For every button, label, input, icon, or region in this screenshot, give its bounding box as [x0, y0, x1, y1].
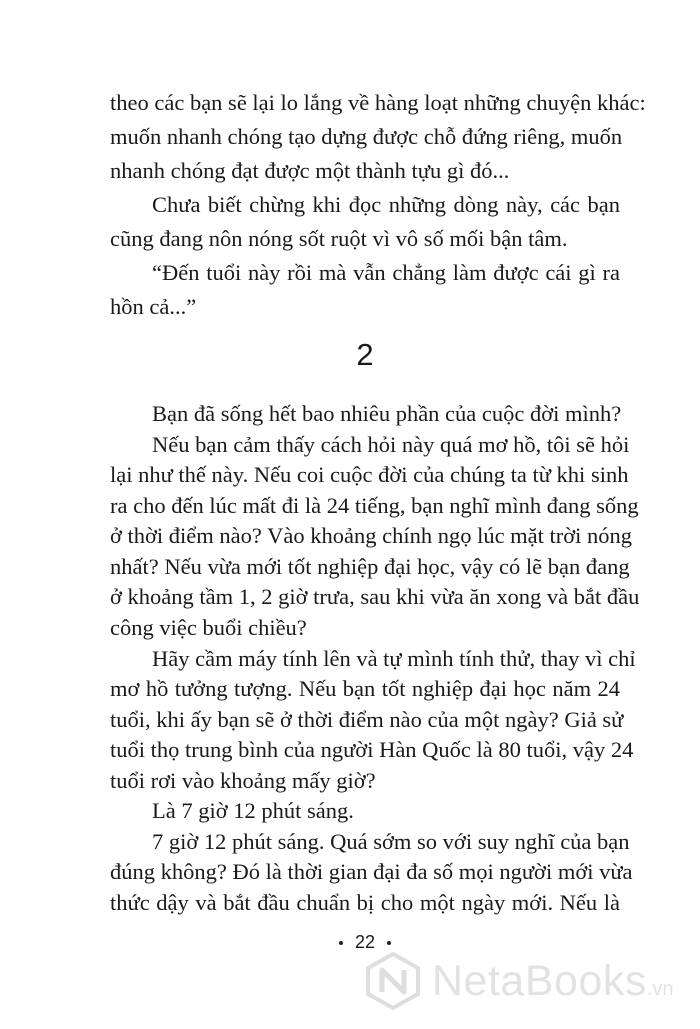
text-line: theo các bạn sẽ lại lo lắng về hàng loạt những chuyện khác:: [110, 90, 646, 115]
text-line: Bạn đã sống hết bao nhiêu phần của cuộc đời mình?: [152, 401, 622, 426]
text-line: cũng đang nôn nóng sốt ruột vì vô số mối bận tâm.: [110, 226, 568, 251]
text-line: mơ hồ tưởng tượng. Nếu bạn tốt nghiệp đại học năm 24: [110, 676, 620, 701]
text-line: ở thời điểm nào? Vào khoảng chính ngọ lúc mặt trời nóng: [110, 523, 633, 548]
text-line: ra cho đến lúc mất đi là 24 tiếng, bạn nghĩ mình đang sống: [110, 493, 639, 518]
text-line: tuổi thọ trung bình của người Hàn Quốc là 80 tuổi, vậy 24: [110, 737, 634, 762]
text-line: nhất? Nếu vừa mới tốt nghiệp đại học, vậy có lẽ bạn đang: [110, 554, 630, 579]
watermark-suffix: .vn: [646, 978, 674, 1000]
watermark-brand: NetaBooks: [432, 957, 647, 1005]
text-line: Hãy cầm máy tính lên và tự mình tính thử, thay vì chỉ: [152, 646, 636, 671]
text-line: tuổi rơi vào khoảng mấy giờ?: [110, 768, 376, 793]
text-line: Chưa biết chừng khi đọc những dòng này, các bạn: [152, 192, 620, 217]
text-line: nhanh chóng đạt được một thành tựu gì đó...: [110, 158, 510, 183]
text-line: đúng không? Đó là thời gian đại đa số mọi người mới vừa: [110, 859, 633, 884]
text-line: thức dậy và bắt đầu chuẩn bị cho một ngày mới. Nếu là: [110, 890, 620, 915]
text-line: hồn cả...”: [110, 294, 197, 319]
text-line: Nếu bạn cảm thấy cách hỏi này quá mơ hồ, tôi sẽ hỏi: [152, 432, 630, 457]
netabooks-logo-icon: [364, 952, 422, 1010]
bullet-dot-icon: [387, 941, 391, 945]
bullet-dot-icon: [339, 941, 343, 945]
chapter-number: 2: [356, 337, 374, 372]
text-line: 7 giờ 12 phút sáng. Quá sớm so với suy nghĩ của bạn: [152, 829, 630, 854]
watermark-text: [432, 956, 674, 1014]
text-line: công việc buổi chiều?: [110, 615, 307, 640]
text-line: “Đến tuổi này rồi mà vẫn chẳng làm được cái gì ra: [152, 260, 620, 285]
text-line: lại như thế này. Nếu coi cuộc đời của chúng ta từ khi sinh: [110, 462, 629, 487]
text-line: Là 7 giờ 12 phút sáng.: [152, 798, 354, 823]
text-line: muốn nhanh chóng tạo dựng được chỗ đứng riêng, muốn: [110, 124, 623, 149]
book-page: [110, 0, 646, 1029]
netabooks-watermark: [364, 948, 694, 1018]
page-number-text: 22: [354, 932, 376, 952]
text-line: tuổi, khi ấy bạn sẽ ở thời điểm nào của một ngày? Giả sử: [110, 707, 624, 732]
text-line: ở khoảng tầm 1, 2 giờ trưa, sau khi vừa ăn xong và bắt đầu: [110, 584, 640, 609]
